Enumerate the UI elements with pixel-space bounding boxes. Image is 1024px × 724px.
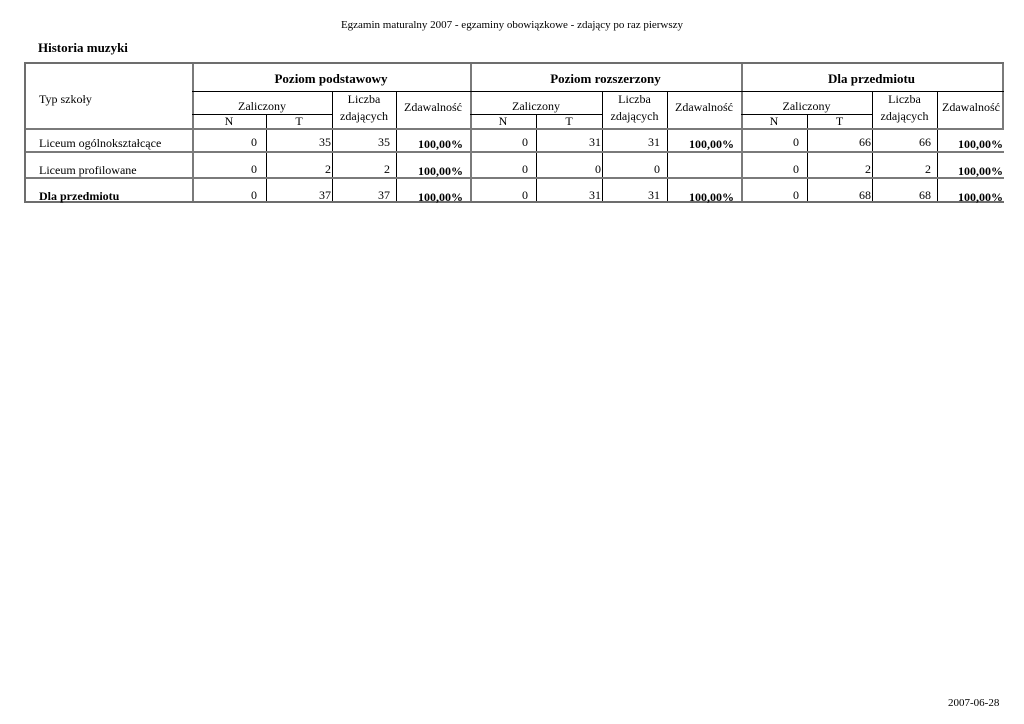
row-3-g1-zdawalnosc: 100,00% <box>418 190 463 204</box>
g1-zdawalnosc-header: Zdawalność <box>404 100 462 114</box>
row-2-g3-liczba: 2 <box>925 162 931 176</box>
g3-t-header: T <box>835 114 844 128</box>
g2-liczba-header-l1: Liczba <box>618 92 651 106</box>
row-3-g3-liczba: 68 <box>919 188 931 202</box>
row-1-g3-n: 0 <box>793 135 799 149</box>
row-1-g1-zdawalnosc: 100,00% <box>418 137 463 151</box>
row-3-g3-zdawalnosc: 100,00% <box>958 190 1003 204</box>
row-3-g2-n: 0 <box>522 188 528 202</box>
g2-liczba-header-l2: zdających <box>610 109 659 123</box>
g1-t-header: T <box>295 114 303 128</box>
g2-t-header: T <box>565 114 573 128</box>
divider-table-right <box>1002 64 1004 130</box>
subject-title: Historia muzyki <box>38 40 128 55</box>
row-2-g3-t: 2 <box>865 162 871 176</box>
footer-date: 2007-06-28 <box>948 697 1000 709</box>
row-3-g1-liczba: 37 <box>378 188 390 202</box>
g2-zaliczony-header: Zaliczony <box>512 99 560 113</box>
row-2-g3-zdawalnosc: 100,00% <box>958 164 1003 178</box>
page-header-title: Egzamin maturalny 2007 - egzaminy obowiązkowe - zdający po raz pierwszy <box>340 19 684 31</box>
g2-n-header: N <box>498 114 508 128</box>
g1-liczba-header-l1: Liczba <box>347 92 381 106</box>
g3-n-header: N <box>769 114 779 128</box>
divider-row-1 <box>26 151 1004 153</box>
row-3-g3-n: 0 <box>793 188 799 202</box>
g1-liczba-header-l2: zdających <box>340 109 388 123</box>
g2-zdawalnosc-header: Zdawalność <box>675 100 733 114</box>
row-2-label: Liceum profilowane <box>39 163 137 177</box>
row-2-g1-zdawalnosc: 100,00% <box>418 164 463 178</box>
divider-row-2 <box>26 177 1004 179</box>
results-table <box>24 62 1004 203</box>
row-1-g3-liczba: 66 <box>919 135 931 149</box>
row-2-g1-liczba: 2 <box>384 162 390 176</box>
row-1-g2-zdawalnosc: 100,00% <box>689 137 734 151</box>
divider-under-groups <box>192 91 1004 92</box>
group-header-rozszerzony: Poziom rozszerzony <box>550 71 661 86</box>
g3-zaliczony-header: Zaliczony <box>782 99 831 113</box>
group-header-przedmiot: Dla przedmiotu <box>827 71 916 86</box>
row-1-g1-t: 35 <box>319 135 331 149</box>
row-header-label: Typ szkoły <box>39 92 92 106</box>
row-1-g1-liczba: 35 <box>378 135 390 149</box>
row-3-label: Dla przedmiotu <box>39 189 120 203</box>
row-3-g1-t: 37 <box>319 188 331 202</box>
g3-liczba-header-l1: Liczba <box>888 92 921 106</box>
row-2-g3-n: 0 <box>793 162 799 176</box>
row-2-g2-n: 0 <box>522 162 528 176</box>
row-3-g1-n: 0 <box>251 188 257 202</box>
g3-liczba-header-l2: zdających <box>880 109 929 123</box>
divider-header-body <box>26 128 1004 130</box>
row-1-g3-zdawalnosc: 100,00% <box>958 137 1003 151</box>
row-3-g3-t: 68 <box>859 188 871 202</box>
group-header-podstawowy: Poziom podstawowy <box>274 71 388 86</box>
g1-zaliczony-header: Zaliczony <box>238 99 286 113</box>
g3-zdawalnosc-header: Zdawalność <box>942 100 1000 114</box>
row-2-g2-liczba: 0 <box>654 162 660 176</box>
row-1-g3-t: 66 <box>859 135 871 149</box>
row-1-g2-liczba: 31 <box>648 135 660 149</box>
row-1-g2-t: 31 <box>589 135 601 149</box>
row-1-label: Liceum ogólnokształcące <box>39 136 162 150</box>
row-2-g1-t: 2 <box>325 162 331 176</box>
row-3-g2-zdawalnosc: 100,00% <box>689 190 734 204</box>
row-1-g1-n: 0 <box>251 135 257 149</box>
row-3-g2-liczba: 31 <box>648 188 660 202</box>
row-2-g1-n: 0 <box>251 162 257 176</box>
g1-n-header: N <box>224 114 234 128</box>
row-3-g2-t: 31 <box>589 188 601 202</box>
row-1-g2-n: 0 <box>522 135 528 149</box>
row-2-g2-t: 0 <box>595 162 601 176</box>
